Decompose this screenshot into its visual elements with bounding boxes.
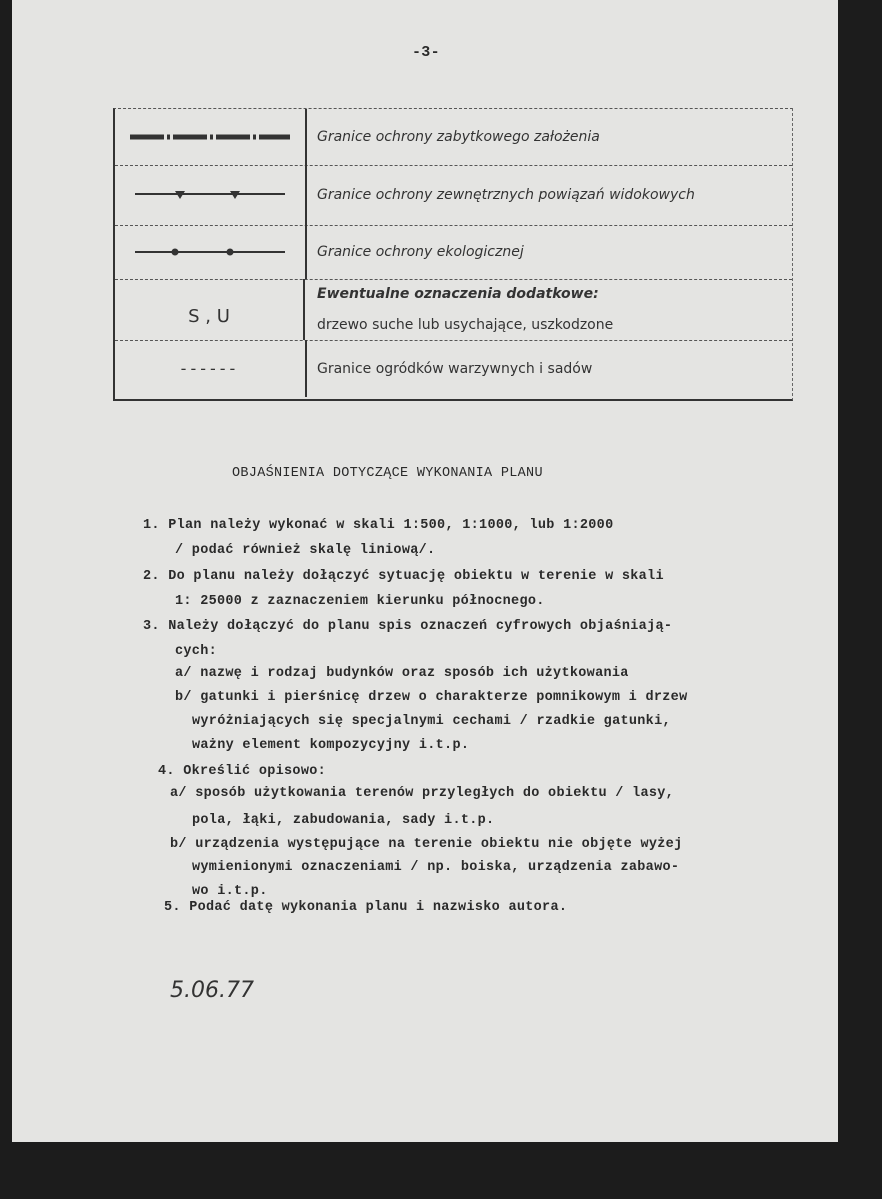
line-with-triangles-icon [135,190,285,200]
list-line: b/ urządzenia występujące na terenie obiektu nie objęte wyżej [170,837,683,852]
legend-row [115,340,792,397]
page-number: -3- [412,44,440,61]
list-line: 5. Podać datę wykonania planu i nazwisko autora. [164,900,568,915]
legend-symbol-text: S , U [115,279,305,340]
section-heading: OBJAŚNIENIA DOTYCZĄCE WYKONANIA PLANU [232,466,543,481]
legend-table [113,108,793,401]
thick-dash-dot-line-icon [130,133,290,141]
list-line: 3. Należy dołączyć do planu spis oznaczeń cyfrowych objaśniają- [143,619,673,634]
list-line: wo i.t.p. [192,884,268,899]
legend-description: Granice ogródków warzywnych i sadów [317,360,593,377]
list-line: pola, łąki, zabudowania, sady i.t.p. [192,813,495,828]
list-line: 2. Do planu należy dołączyć sytuację obiektu w terenie w skali [143,569,664,584]
legend-description: drzewo suche lub usychające, uszkodzone [317,316,614,333]
legend-description: Granice ochrony zabytkowego założenia [317,129,600,145]
list-line: b/ gatunki i pierśnicę drzew o charakterze pomnikowym i drzew [175,690,688,705]
list-line: a/ sposób użytkowania terenów przyległych do obiektu / lasy, [170,786,675,801]
list-line: / podać również skalę liniową/. [175,543,436,558]
list-line: 4. Określić opisowo: [158,764,327,779]
legend-row [115,279,792,341]
legend-symbol-text: ------ [115,340,307,397]
list-line: cych: [175,644,218,659]
legend-row [115,109,792,166]
legend-description: Granice ochrony ekologicznej [317,244,524,260]
legend-row [115,165,792,226]
legend-row [115,225,792,280]
list-line: 1. Plan należy wykonać w skali 1:500, 1:1000, lub 1:2000 [143,518,614,533]
handwritten-date: 5.06.77 [170,978,254,1003]
list-line: wymienionymi oznaczeniami / np. boiska, urządzenia zabawo- [192,860,680,875]
list-line: wyróżniających się specjalnymi cechami / rzadkie gatunki, [192,714,671,729]
list-line: 1: 25000 z zaznaczeniem kierunku północnego. [175,594,545,609]
list-line: ważny element kompozycyjny i.t.p. [192,738,470,753]
line-with-dots-icon [135,247,285,257]
legend-description: Granice ochrony zewnętrznych powiązań widokowych [317,187,695,203]
list-line: a/ nazwę i rodzaj budynków oraz sposób ich użytkowania [175,666,629,681]
legend-heading: Ewentualne oznaczenia dodatkowe: [317,286,599,303]
